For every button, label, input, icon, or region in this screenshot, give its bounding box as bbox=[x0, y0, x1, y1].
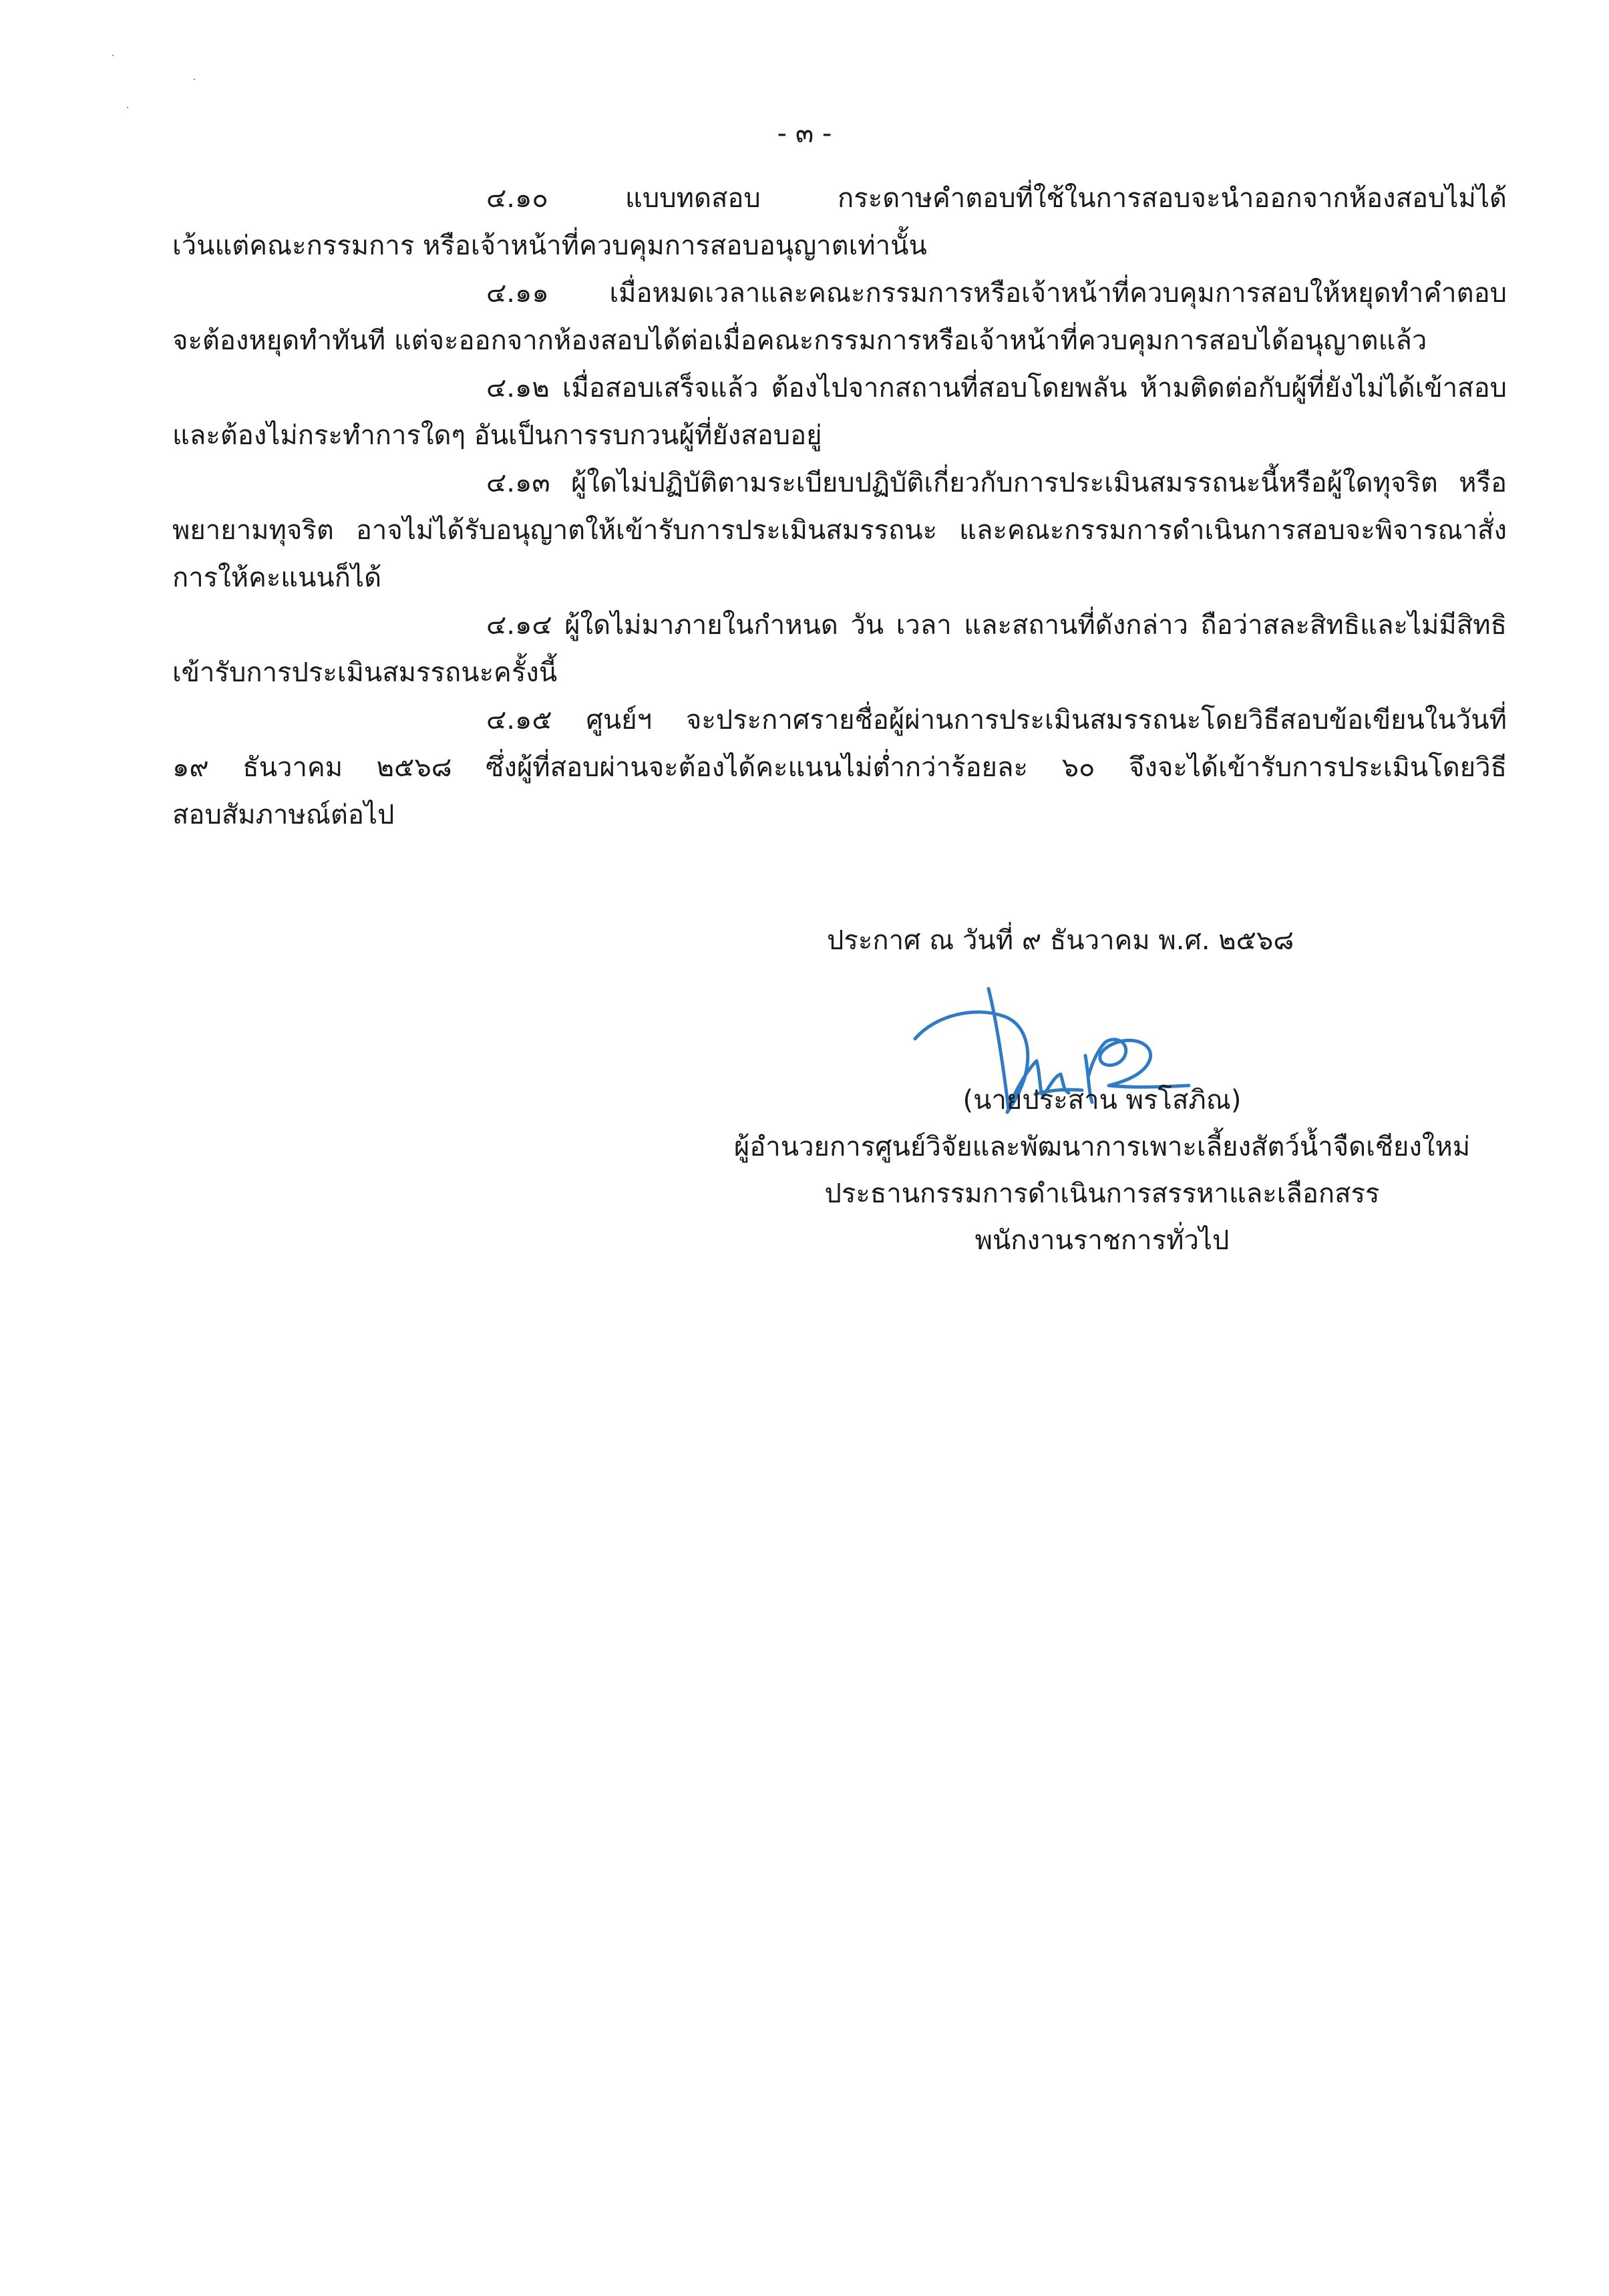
paragraph-line: ๔.๑๔ ผู้ใดไม่มาภายในกำหนด วัน เวลา และสถานที่ดังกล่าว ถือว่าสละสิทธิและไม่มีสิทธิ bbox=[486, 610, 1507, 641]
page-number: - ๓ - bbox=[777, 118, 832, 149]
paragraph-line: ๔.๑๕ ศูนย์ฯ จะประกาศรายชื่อผู้ผ่านการประเมินสมรรถนะโดยวิธีสอบข้อเขียนในวันที่ bbox=[486, 705, 1507, 735]
clause-4-10 bbox=[172, 175, 1507, 270]
paragraph-line: เว้นแต่คณะกรรมการ หรือเจ้าหน้าที่ควบคุมการสอบอนุญาตเท่านั้น bbox=[172, 230, 927, 261]
document-body bbox=[172, 175, 1507, 839]
clause-4-15 bbox=[172, 697, 1507, 839]
paragraph-line: และต้องไม่กระทำการใดๆ อันเป็นการรบกวนผู้ที่ยังสอบอยู่ bbox=[172, 420, 822, 451]
paragraph-line: การให้คะแนนก็ได้ bbox=[172, 562, 382, 593]
paragraph-line: พยายามทุจริต อาจไม่ได้รับอนุญาตให้เข้ารับการประเมินสมรรถนะ และคณะกรรมการดำเนินการสอบจะพิจารณาสั่ง bbox=[172, 515, 1507, 546]
paragraph-line: สอบสัมภาษณ์ต่อไป bbox=[172, 800, 395, 830]
paragraph-line: ๔.๑๑ เมื่อหมดเวลาและคณะกรรมการหรือเจ้าหน้าที่ควบคุมการสอบให้หยุดทำคำตอบ bbox=[486, 278, 1507, 309]
scan-speck bbox=[112, 55, 114, 56]
clause-4-12 bbox=[172, 365, 1507, 460]
announcement-date: ประกาศ ณ วันที่ ๙ ธันวาคม พ.ศ. ๒๕๖๘ bbox=[827, 925, 1294, 956]
paragraph-line: ๔.๑๓ ผู้ใดไม่ปฏิบัติตามระเบียบปฏิบัติเกี่ยวกับการประเมินสมรรถนะนี้หรือผู้ใดทุจริต หรือ bbox=[486, 468, 1507, 498]
paragraph-line: ๔.๑๐ แบบทดสอบ กระดาษคำตอบที่ใช้ในการสอบจะนำออกจากห้องสอบไม่ได้ bbox=[486, 183, 1507, 214]
scan-speck bbox=[194, 79, 195, 80]
signature-block bbox=[601, 1077, 1603, 1264]
paragraph-line: ๑๙ ธันวาคม ๒๕๖๘ ซึ่งผู้ที่สอบผ่านจะต้องได้คะแนนไม่ต่ำกว่าร้อยละ ๖๐ จึงจะได้เข้ารับการประเมินโดยวิธี bbox=[172, 752, 1507, 783]
signer-role-subtitle: พนักงานราชการทั่วไป bbox=[974, 1225, 1230, 1256]
clause-4-14 bbox=[172, 602, 1507, 697]
paragraph-line: จะต้องหยุดทำทันที แต่จะออกจากห้องสอบได้ต่อเมื่อคณะกรรมการหรือเจ้าหน้าที่ควบคุมการสอบได้อนุญาตแล้ว bbox=[172, 325, 1427, 356]
paragraph-line: เข้ารับการประเมินสมรรถนะครั้งนี้ bbox=[172, 657, 558, 688]
clause-4-11 bbox=[172, 270, 1507, 365]
clause-4-13 bbox=[172, 460, 1507, 602]
signer-title: ผู้อำนวยการศูนย์วิจัยและพัฒนาการเพาะเลี้ยงสัตว์น้ำจืดเชียงใหม่ bbox=[733, 1132, 1471, 1162]
scan-speck bbox=[127, 107, 128, 108]
paragraph-line: ๔.๑๒ เมื่อสอบเสร็จแล้ว ต้องไปจากสถานที่สอบโดยพลัน ห้ามติดต่อกับผู้ที่ยังไม่ได้เข้าสอบ bbox=[486, 373, 1507, 403]
signer-role: ประธานกรรมการดำเนินการสรรหาและเลือกสรร bbox=[824, 1178, 1380, 1209]
signer-name: (นายประสาน พรโสภิณ) bbox=[962, 1085, 1242, 1116]
